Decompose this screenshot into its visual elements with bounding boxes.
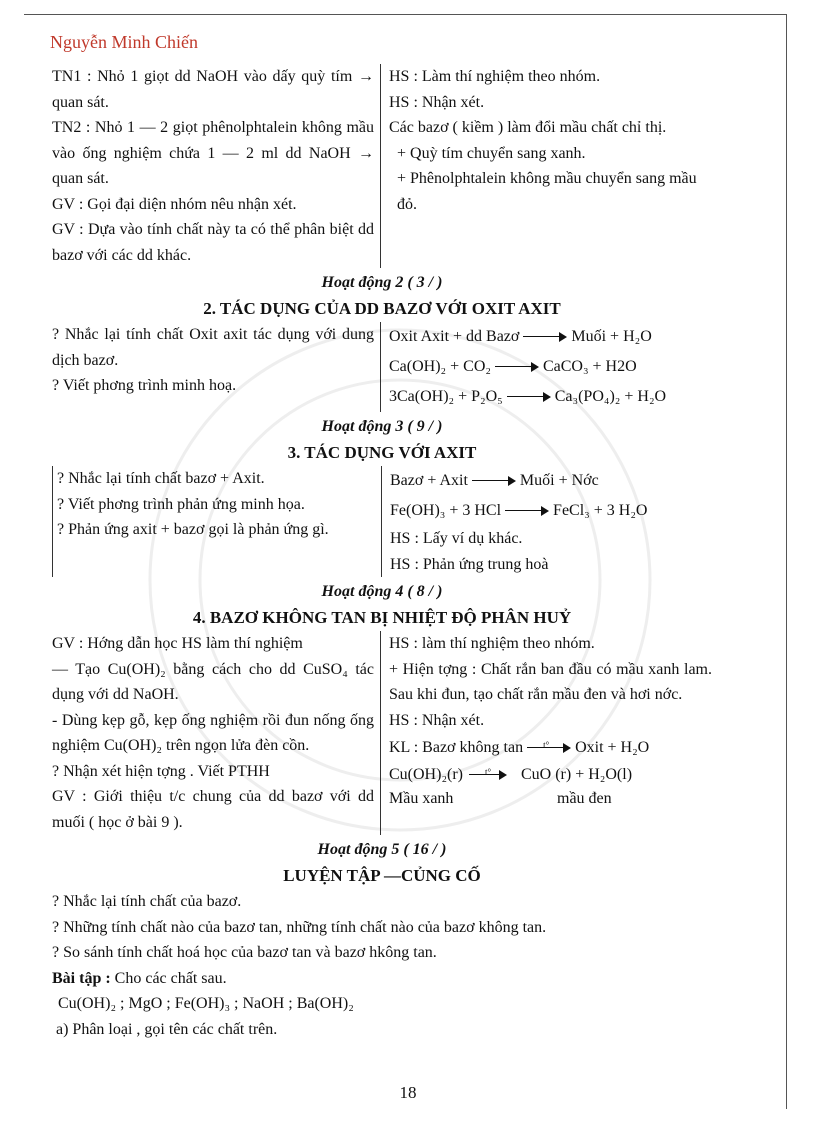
equation bbox=[389, 382, 712, 412]
text-line: HS : Phản ứng trung hoà bbox=[390, 555, 549, 573]
section1-table bbox=[52, 64, 712, 268]
equation-right: Oxit + H₂O bbox=[575, 739, 650, 757]
equation-left: Bazơ + Axit bbox=[390, 472, 468, 490]
text-line: GV : Gọi đại diện nhóm nêu nhận xét. bbox=[52, 195, 297, 213]
equation-left: 3Ca(OH)₂ + P₂O₅ bbox=[389, 388, 503, 406]
arrow-icon bbox=[507, 392, 551, 402]
text-line: HS : làm thí nghiệm theo nhóm. bbox=[389, 635, 595, 652]
exercise-text: Cho các chất sau. bbox=[114, 969, 227, 987]
exercise-line bbox=[52, 966, 712, 992]
equation-left: Oxit Axit + dd Bazơ bbox=[389, 328, 520, 346]
equation bbox=[389, 733, 712, 763]
section1-right bbox=[380, 64, 712, 268]
heat-label: t° bbox=[485, 767, 492, 777]
section-title: LUYỆN TẬP —CỦNG CỐ bbox=[283, 866, 481, 885]
page-content bbox=[52, 64, 712, 1042]
text-line: + Phênolphtalein không mầu chuyển sang mầu đỏ. bbox=[397, 170, 697, 213]
color-note: Mầu xanh bbox=[389, 790, 454, 808]
text-line: ? So sánh tính chất hoá học của bazơ tan và bazơ hkông tan. bbox=[52, 944, 437, 961]
act2-left bbox=[52, 322, 380, 412]
act3-right bbox=[381, 466, 712, 577]
equation-left: KL : Bazơ không tan bbox=[389, 739, 524, 757]
activity-heading: Hoạt động 4 ( 8 / ) bbox=[321, 583, 443, 600]
act4-left bbox=[52, 631, 380, 835]
section1-left bbox=[52, 64, 380, 268]
text-line: HS : Nhận xét. bbox=[389, 711, 485, 729]
section-title: 4. BAZƠ KHÔNG TAN BỊ NHIỆT ĐỘ PHÂN HUỶ bbox=[192, 608, 572, 627]
text-line: Các bazơ ( kiềm ) làm đổi mầu chất chỉ thị. bbox=[389, 119, 667, 136]
equation-right: FeCl₃ + 3 H₂O bbox=[553, 502, 648, 520]
text-line: HS : Làm thí nghiệm theo nhóm. bbox=[389, 68, 601, 85]
text-line: GV : Giới thiệu t/c chung của dd bazơ với dd muối ( học ở bài 9 ). bbox=[52, 788, 374, 831]
act3-table bbox=[52, 466, 712, 577]
equation bbox=[390, 496, 712, 526]
text-line: + Hiện tợng : Chất rắn ban đầu có mầu xanh lam. Sau khi đun, tạo chất rắn mầu đen và hơi nớc. bbox=[389, 660, 712, 703]
equation-left: Fe(OH)₃ + 3 HCl bbox=[390, 502, 502, 520]
text-line: GV : Hớng dẫn học HS làm thí nghiệm bbox=[52, 635, 303, 652]
activity-heading: Hoạt động 3 ( 9 / ) bbox=[321, 418, 443, 435]
equation bbox=[390, 466, 712, 496]
text-line: ? Nhắc lại tính chất Oxit axit tác dụng với dung dịch bazơ. bbox=[52, 326, 374, 369]
arrow-icon bbox=[472, 476, 516, 486]
exercise-label: Bài tập : bbox=[52, 969, 111, 987]
act4-table bbox=[52, 631, 712, 835]
equation-notes bbox=[389, 787, 712, 811]
text-line: ? Nhắc lại tính chất bazơ + Axit. bbox=[57, 470, 265, 487]
equation-right: CuO (r) + H₂O(l) bbox=[521, 766, 633, 784]
heat-label: t° bbox=[543, 740, 550, 750]
heat-arrow-icon bbox=[469, 767, 507, 780]
author-name: Nguyễn Minh Chiến bbox=[50, 32, 198, 52]
act3-left bbox=[52, 466, 381, 577]
act2-table bbox=[52, 322, 712, 412]
text-line: — Tạo Cu(OH)₂ bằng cách cho dd CuSO₄ tác dụng với dd NaOH. bbox=[52, 660, 374, 703]
section-title: 3. TÁC DỤNG VỚI AXIT bbox=[287, 443, 477, 462]
text-line: ? Viết phơng trình minh hoạ. bbox=[52, 377, 237, 394]
section-title: 2. TÁC DỤNG CỦA DD BAZƠ VỚI OXIT AXIT bbox=[203, 299, 561, 318]
text-line: ? Nhắc lại tính chất của bazơ. bbox=[52, 893, 242, 910]
text-line: GV : Dựa vào tính chất này ta có thể phân biệt dd bazơ với các dd khác. bbox=[52, 221, 374, 264]
text-line: HS : Lấy ví dụ khác. bbox=[390, 530, 523, 547]
arrow-icon bbox=[495, 362, 539, 372]
act2-right bbox=[380, 322, 712, 412]
text-line: TN1 : Nhỏ 1 giọt dd NaOH vào dấy quỳ tím → quan sát. bbox=[52, 68, 374, 111]
page-number: 18 bbox=[399, 1083, 417, 1102]
text-line: ? Những tính chất nào của bazơ tan, những tính chất nào của bazơ không tan. bbox=[52, 918, 547, 936]
chemicals-list: Cu(OH)₂ ; MgO ; Fe(OH)₃ ; NaOH ; Ba(OH)₂ bbox=[58, 995, 354, 1012]
text-line: ? Nhận xét hiện tợng . Viết PTHH bbox=[52, 762, 270, 780]
text-line: TN2 : Nhỏ 1 — 2 giọt phênolphtalein không mầu vào ống nghiệm chứa 1 — 2 ml dd NaOH → quan sát. bbox=[52, 119, 374, 187]
text-line: HS : Nhận xét. bbox=[389, 93, 485, 111]
activity-heading: Hoạt động 5 ( 16 / ) bbox=[317, 841, 447, 858]
arrow-icon bbox=[523, 332, 567, 342]
equation-right: CaCO₃ + H2O bbox=[542, 358, 637, 376]
equation-right: Muối + Nớc bbox=[519, 472, 599, 490]
equation-left: Ca(OH)₂ + CO₂ bbox=[389, 358, 491, 376]
text-line: + Quỳ tím chuyển sang xanh. bbox=[397, 144, 586, 162]
task-line: a) Phân loại , gọi tên các chất trên. bbox=[56, 1020, 278, 1038]
equation bbox=[389, 322, 712, 352]
text-line: ? Phản ứng axit + bazơ gọi là phản ứng gì. bbox=[57, 521, 329, 538]
equation-right: Ca₃(PO₄)₂ + H₂O bbox=[554, 388, 667, 406]
equation bbox=[389, 763, 712, 787]
equation bbox=[389, 352, 712, 382]
equation-right: Muối + H₂O bbox=[571, 328, 652, 346]
equation-left: Cu(OH)₂(r) bbox=[389, 766, 463, 784]
text-line: ? Viết phơng trình phản ứng minh họa. bbox=[57, 495, 305, 513]
act4-right bbox=[380, 631, 712, 835]
activity-heading: Hoạt động 2 ( 3 / ) bbox=[321, 274, 443, 291]
heat-arrow-icon bbox=[527, 740, 571, 753]
text-line: - Dùng kẹp gỗ, kẹp ống nghiệm rồi đun nống ống nghiệm Cu(OH)₂ trên ngọn lửa đèn cồn. bbox=[52, 711, 374, 754]
color-note: mầu đen bbox=[557, 790, 612, 808]
arrow-icon bbox=[505, 506, 549, 516]
